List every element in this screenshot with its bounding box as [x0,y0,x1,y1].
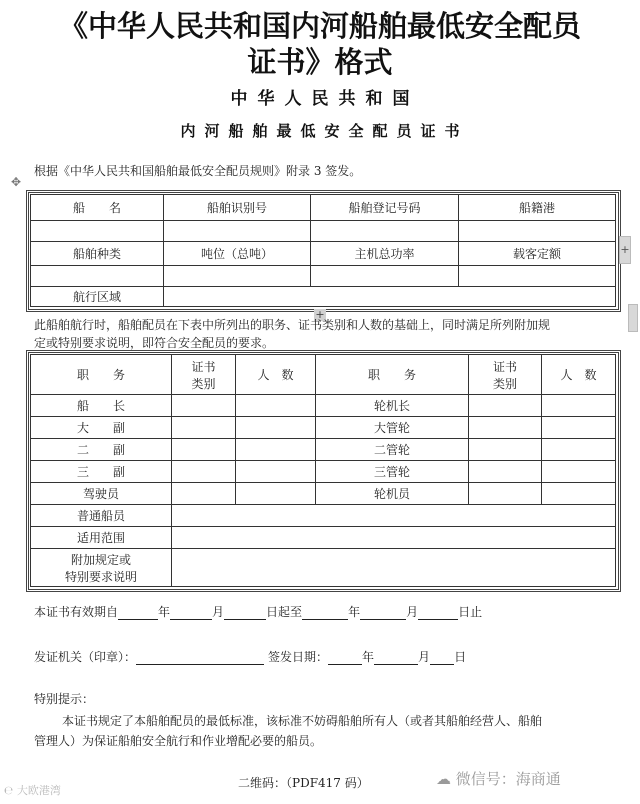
count-cell[interactable] [236,395,316,417]
table-resize-handle[interactable]: + [619,236,631,264]
valid-from-month-field[interactable] [170,607,212,620]
count-cell[interactable] [542,461,616,483]
cert-cell[interactable] [172,461,236,483]
ship-type-cell[interactable] [31,266,164,287]
validity-line [34,603,482,620]
duty-engine-officer: 轮机员 [316,483,469,505]
ordinary-crew-label: 普通船员 [31,505,172,527]
cert-cell[interactable] [172,439,236,461]
cert-class-header-left-bottom: 类别 [191,376,216,391]
additional-requirements-cell[interactable] [172,549,616,587]
watermark-left-logo-icon: ℮ [4,784,14,797]
cert-cell[interactable] [172,417,236,439]
count-cell[interactable] [542,395,616,417]
valid-from-day-field[interactable] [224,607,266,620]
ship-name-cell[interactable] [31,221,164,242]
ship-type-header: 船舶种类 [31,242,164,266]
wechat-icon: ☁ [436,770,451,788]
watermark-right-text: 微信号：海商通 [455,770,561,788]
count-cell[interactable] [542,439,616,461]
count-header-right: 人 数 [542,355,616,395]
navigation-area-cell[interactable] [164,287,616,307]
cert-class-header-right-top: 证书 [492,359,517,374]
valid-to-month-field[interactable] [360,607,406,620]
cert-class-header-right [469,355,542,395]
certificate-heading: 内河船舶最低安全配员证书 [180,122,469,140]
ship-id-header: 船舶识别号 [164,195,311,221]
crew-requirement-text-line2: 定或特别要求说明，即符合安全配员的要求。 [34,336,275,350]
valid-to-year-field[interactable] [302,607,348,620]
table-move-icon[interactable]: ✥ [11,175,22,189]
ship-info-table [30,194,616,307]
watermark-left [4,782,61,798]
additional-requirements-label [31,549,172,587]
count-cell[interactable] [236,417,316,439]
country-heading: 中华人民共和国 [230,89,420,109]
validity-month-2: 月 [406,605,419,619]
count-cell[interactable] [236,461,316,483]
issuance-basis-text: 根据《中华人民共和国船舶最低安全配员规则》附录 3 签发。 [34,164,362,178]
validity-prefix: 本证书有效期自 [34,605,119,619]
validity-until: 日止 [458,605,483,619]
duty-header-left: 职 务 [31,355,172,395]
issuer-line [34,648,466,665]
count-cell[interactable] [236,439,316,461]
cert-cell[interactable] [469,417,542,439]
registry-number-header: 船舶登记号码 [311,195,459,221]
ship-name-header: 船 名 [31,195,164,221]
valid-to-day-field[interactable] [418,607,458,620]
issue-month-field[interactable] [374,652,418,665]
count-cell[interactable] [542,417,616,439]
ordinary-crew-cell[interactable] [172,505,616,527]
barcode-line [238,774,369,791]
port-of-registry-cell[interactable] [459,221,616,242]
validity-from: 日起至 [266,605,303,619]
duty-third-officer: 三 副 [31,461,172,483]
engine-power-header: 主机总功率 [311,242,459,266]
crew-table [30,354,616,587]
insert-row-icon[interactable]: + [315,308,325,321]
passenger-capacity-header: 载客定额 [459,242,616,266]
validity-month-1: 月 [212,605,225,619]
cert-cell[interactable] [469,395,542,417]
valid-from-year-field[interactable] [118,607,158,620]
issue-year-unit: 年 [362,650,375,664]
duty-deck-officer: 驾驶员 [31,483,172,505]
scroll-marker-icon[interactable] [628,304,638,332]
port-of-registry-header: 船籍港 [459,195,616,221]
watermark-right [436,768,561,789]
duty-third-engineer: 二管轮 [316,439,469,461]
count-header-left: 人 数 [236,355,316,395]
duty-second-engineer: 大管轮 [316,417,469,439]
document-title-line1: 《中华人民共和国内河船舶最低安全配员 [58,9,581,43]
validity-year-1: 年 [158,605,171,619]
cert-cell[interactable] [469,461,542,483]
barcode-label: 二维码： [238,776,287,790]
duty-second-officer: 二 副 [31,439,172,461]
duty-chief-officer: 大 副 [31,417,172,439]
barcode-code: （PDF417 码） [286,776,369,790]
cert-cell[interactable] [469,483,542,505]
issue-month-unit: 月 [418,650,431,664]
notice-title: 特别提示： [34,692,95,706]
additional-requirements-label-line1: 附加规定或 [70,552,131,567]
registry-number-cell[interactable] [311,221,459,242]
issuer-label: 发证机关（印章）： [34,650,137,664]
duty-header-right: 职 务 [316,355,469,395]
count-cell[interactable] [236,483,316,505]
cert-cell[interactable] [469,439,542,461]
issue-date-label: 签发日期： [268,650,329,664]
cert-class-header-right-bottom: 类别 [492,376,517,391]
ship-id-cell[interactable] [164,221,311,242]
issue-day-unit: 日 [454,650,467,664]
count-cell[interactable] [542,483,616,505]
watermark-left-text: 大欧港湾 [16,784,61,797]
issuer-field[interactable] [136,652,264,665]
duty-chief-engineer: 轮机长 [316,395,469,417]
additional-requirements-label-line2: 特别要求说明 [64,569,137,584]
issue-day-field[interactable] [430,652,454,665]
duty-fourth-engineer: 三管轮 [316,461,469,483]
engine-power-cell[interactable] [311,266,459,287]
issue-year-field[interactable] [328,652,362,665]
crew-requirement-text-line1: 此船舶航行时，船舶配员在下表中所列出的职务、证书类别和人数的基础上，同时满足所列附加规 [34,318,551,332]
tonnage-header: 吨位（总吨） [164,242,311,266]
notice-line2: 管理人）为保证船舶安全航行和作业增配必要的船员。 [34,734,323,748]
scope-cell[interactable] [172,527,616,549]
navigation-area-header: 航行区域 [31,287,164,307]
notice-line1: 本证书规定了本船舶配员的最低标准，该标准不妨碍船舶所有人（或者其船舶经营人、船舶 [62,714,543,728]
cert-class-header-left-top: 证书 [191,359,216,374]
duty-captain: 船 长 [31,395,172,417]
cert-cell[interactable] [172,395,236,417]
document-title-line2: 证书》格式 [247,45,393,79]
cert-class-header-left [172,355,236,395]
validity-year-2: 年 [348,605,361,619]
scope-label: 适用范围 [31,527,172,549]
passenger-capacity-cell[interactable] [459,266,616,287]
tonnage-cell[interactable] [164,266,311,287]
cert-cell[interactable] [172,483,236,505]
